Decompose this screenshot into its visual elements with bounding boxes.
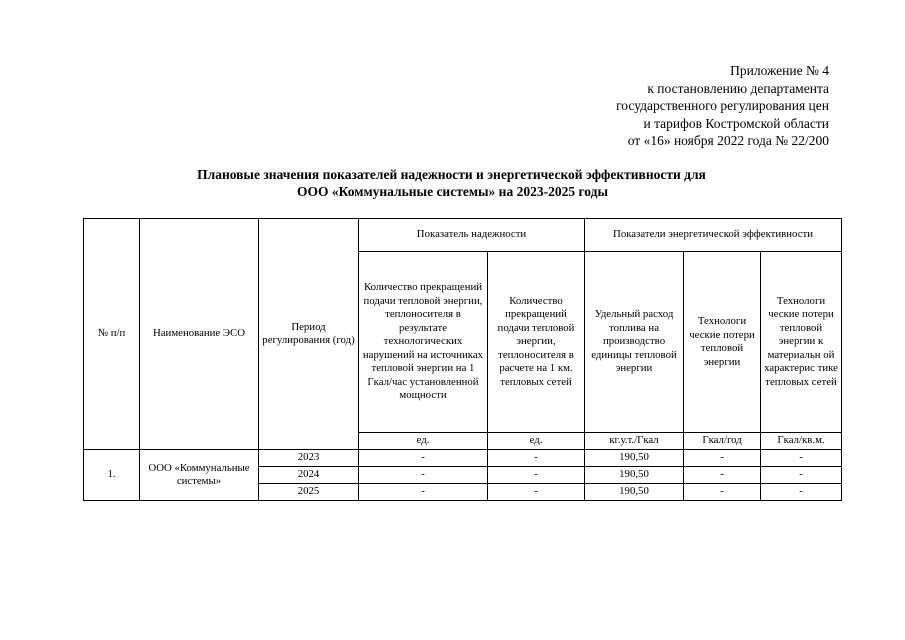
value-cell: - (359, 467, 488, 484)
value-cell: - (488, 467, 585, 484)
title-line-1: Плановые значения показателей надежности и энергетической эффективности для (197, 167, 706, 182)
header-tech-losses-per-material: Технологи ческие потери тепловой энергии к материальн ой характерис тике тепловых сетей (761, 252, 842, 433)
header-name: Наименование ЭСО (140, 219, 259, 450)
indicators-table (83, 218, 842, 501)
value-cell: 190,50 (585, 484, 684, 501)
header-reliability-group: Показатель надежности (359, 219, 585, 252)
value-cell: - (761, 450, 842, 467)
value-cell: - (761, 467, 842, 484)
value-cell: - (359, 450, 488, 467)
value-cell: - (684, 484, 761, 501)
year-cell: 2024 (259, 467, 359, 484)
value-cell: - (684, 450, 761, 467)
header-outages-source: Количество прекращений подачи тепловой энергии, теплоносителя в результате технологических нарушений на источниках тепловой энергии на 1 Гкал/час установленной мощности (359, 252, 488, 433)
header-num: № п/п (84, 219, 140, 450)
appendix-line: Приложение № 4 (730, 63, 829, 78)
year-cell: 2023 (259, 450, 359, 467)
value-cell: 190,50 (585, 467, 684, 484)
row-number: 1. (84, 450, 140, 501)
value-cell: - (488, 484, 585, 501)
title-line-2: ООО «Коммунальные системы» на 2023-2025 годы (297, 184, 608, 199)
header-tech-losses: Технологи ческие потери тепловой энергии (684, 252, 761, 433)
value-cell: - (359, 484, 488, 501)
appendix-line: к постановлению департамента (647, 80, 829, 96)
table-row (84, 450, 842, 467)
unit-cell: Гкал/кв.м. (761, 433, 842, 450)
value-cell: - (488, 450, 585, 467)
value-cell: - (761, 484, 842, 501)
appendix-line: и тарифов Костромской области (643, 115, 829, 131)
appendix-header (616, 62, 829, 150)
header-energy-group: Показатели энергетической эффективности (585, 219, 842, 252)
header-outages-network: Количество прекращений подачи тепловой энергии, теплоносителя в расчете на 1 км. тепловых сетей (488, 252, 585, 433)
document-title (0, 166, 905, 200)
header-fuel-consumption: Удельный расход топлива на производство единицы тепловой энергии (585, 252, 684, 433)
appendix-line: государственного регулирования цен (616, 98, 829, 113)
header-period: Период регулирования (год) (259, 219, 359, 450)
year-cell: 2025 (259, 484, 359, 501)
unit-cell: кг.у.т./Гкал (585, 433, 684, 450)
unit-cell: Гкал/год (684, 433, 761, 450)
unit-cell: ед. (488, 433, 585, 450)
organization-name: ООО «Коммунальные системы» (140, 450, 259, 501)
unit-cell: ед. (359, 433, 488, 450)
value-cell: - (684, 467, 761, 484)
appendix-line: от «16» ноября 2022 года № 22/200 (627, 133, 829, 148)
value-cell: 190,50 (585, 450, 684, 467)
